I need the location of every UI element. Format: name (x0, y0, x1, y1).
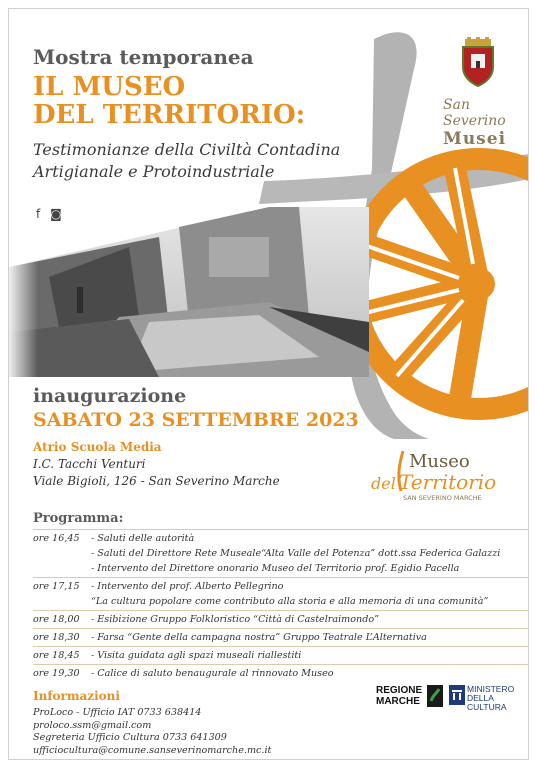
program-items (91, 666, 528, 681)
program-items (91, 630, 528, 645)
event-label: inaugurazione (33, 385, 187, 407)
venue-name: Atrio Scuola Media (33, 440, 162, 454)
ministero-text-3: CULTURA (467, 702, 507, 712)
coat-of-arms-icon (457, 37, 499, 87)
ministero-cultura-logo (467, 685, 514, 712)
event-date: SABATO 23 SETTEMBRE 2023 (33, 409, 359, 431)
exhibition-title (33, 73, 305, 129)
program-row (33, 577, 528, 610)
program-time: ore 19,30 (33, 668, 80, 679)
program-list (33, 529, 528, 682)
info-title: Informazioni (33, 689, 120, 703)
program-time: ore 18,45 (33, 650, 80, 661)
program-item: - Intervento del Direttore onorario Museo del Territorio prof. Egidio Pacella (91, 563, 460, 574)
exhibition-label: Mostra temporanea (33, 45, 254, 69)
program-items (91, 579, 528, 609)
ministero-icon (449, 685, 465, 705)
program-row (33, 529, 528, 577)
regione-text-1: REGIONE (376, 685, 423, 696)
poster (8, 8, 529, 760)
program-item: - Calice di saluto benaugurale al rinnovato Museo (91, 668, 334, 679)
program-row (33, 610, 528, 628)
venue-address: Viale Bigioli, 126 - San Severino Marche (33, 474, 280, 488)
regione-text-2: MARCHE (376, 696, 420, 707)
info-email-cultura[interactable]: ufficiocultura@comune.sanseverinomarche.mc.it (33, 744, 272, 756)
info-contacts (33, 707, 271, 757)
venue-school: I.C. Tacchi Venturi (33, 457, 146, 471)
program-time: ore 17,15 (33, 581, 80, 592)
social-links (36, 207, 68, 221)
exhibition-description (33, 139, 340, 183)
ministero-text-2: DELLA (467, 693, 494, 703)
regione-marche-logo (376, 685, 422, 707)
description-line-2: Artigianale e Protoindustriale (33, 162, 275, 181)
ministero-text-1: MINISTERO (467, 684, 515, 694)
program-items (91, 612, 528, 627)
museo-logo-city: SAN SEVERINO MARCHE (403, 494, 482, 502)
program-time: ore 18,30 (33, 632, 80, 643)
san-severino-musei-logo (443, 97, 528, 149)
facebook-icon[interactable]: f (36, 207, 41, 221)
program-items (91, 648, 528, 663)
program-title: Programma: (33, 511, 124, 526)
program-time: ore 16,45 (33, 533, 80, 544)
san-severino-text: San Severino (443, 97, 506, 129)
program-item: - Saluti del Direttore Rete Museale“Alta Valle del Potenza” dott.ssa Federica Galazzi (91, 548, 501, 559)
program-row (33, 664, 528, 682)
program-row (33, 628, 528, 646)
museo-logo-territorio: Territorio (399, 470, 497, 494)
program-item: - Esibizione Gruppo Folkloristico “Città di Castelraimondo” (91, 614, 380, 625)
program-row (33, 646, 528, 664)
program-item: “La cultura popolare come contributo alla storia e alla memoria di una comunità” (91, 596, 489, 607)
info-email-proloco[interactable]: proloco.ssm@gmail.com (33, 719, 152, 731)
title-line-1: IL MUSEO (33, 72, 186, 102)
info-segreteria: Segreteria Ufficio Cultura 0733 641309 (33, 732, 227, 743)
museo-logo-del: del (371, 474, 396, 493)
program-time: ore 18,00 (33, 614, 80, 625)
museo-del-territorio-logo (369, 445, 519, 505)
instagram-icon[interactable]: ◙ (50, 207, 62, 221)
program-item: - Farsa “Gente della campagna nostra” Gruppo Teatrale L’Alternativa (91, 632, 427, 643)
historic-photo (9, 207, 369, 377)
event-venue (33, 439, 280, 490)
program-item: - Saluti delle autorità (91, 533, 195, 544)
regione-marche-icon (427, 685, 443, 707)
program-item: - Intervento del prof. Alberto Pellegrino (91, 581, 284, 592)
title-line-2: DEL TERRITORIO: (33, 100, 306, 130)
museo-logo-word: Museo (409, 451, 470, 472)
program-items (91, 531, 528, 576)
description-line-1: Testimonianze della Civiltà Contadina (33, 140, 341, 159)
musei-text: Musei (443, 129, 507, 149)
program-item: - Visita guidata agli spazi museali riallestiti (91, 650, 302, 661)
info-proloco: ProLoco - Ufficio IAT 0733 638414 (33, 707, 202, 718)
